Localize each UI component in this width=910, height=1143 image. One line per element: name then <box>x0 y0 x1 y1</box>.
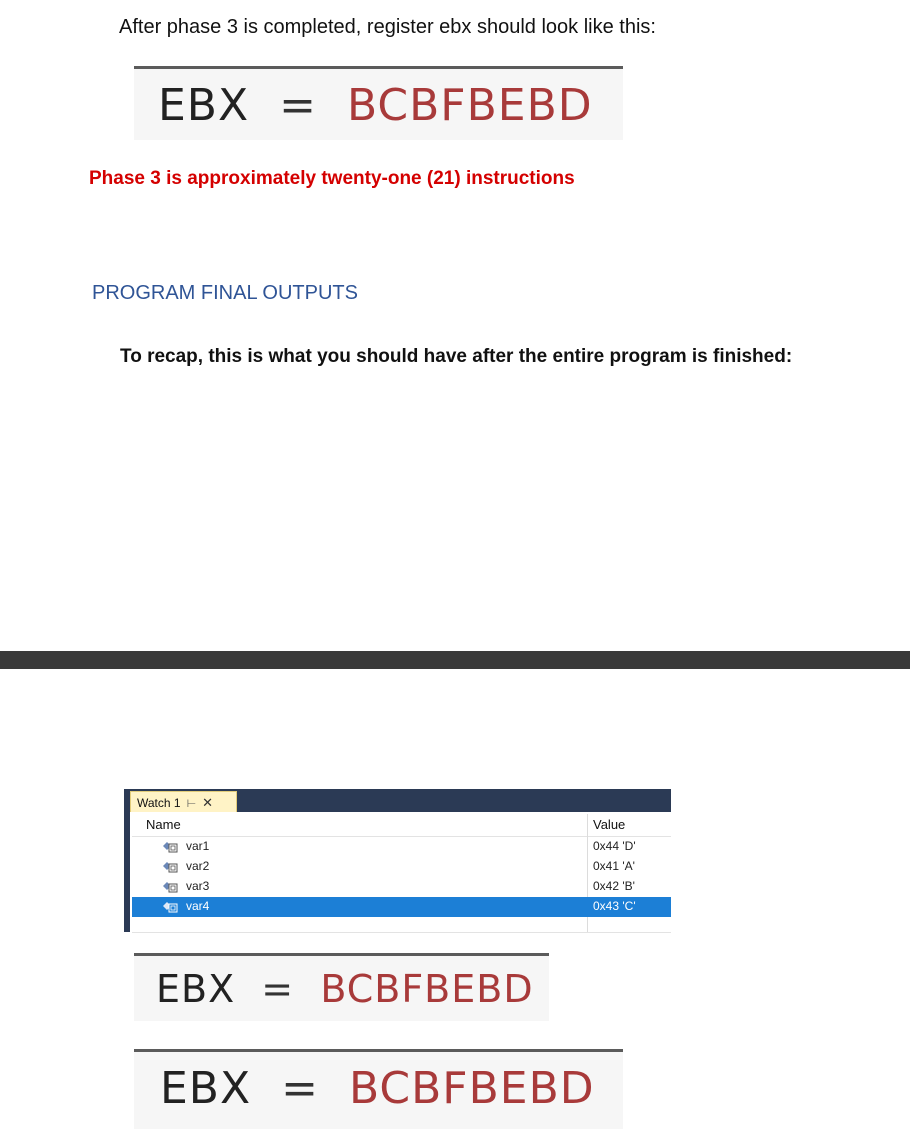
pin-icon[interactable]: ⊢ <box>186 798 197 810</box>
variable-icon <box>162 860 178 873</box>
watch-row[interactable] <box>132 857 671 877</box>
variable-name: var2 <box>186 859 210 873</box>
register-line <box>158 80 593 131</box>
variable-name: var3 <box>186 879 210 893</box>
snippet-top-border <box>134 66 623 69</box>
ebx-register-snippet <box>134 1049 623 1129</box>
variable-icon <box>162 880 178 893</box>
variable-value[interactable]: 0x43 'C' <box>593 899 636 913</box>
snippet-top-border <box>134 1049 623 1052</box>
variable-icon <box>162 900 178 913</box>
watch-title-bar <box>124 789 671 812</box>
watch-row-selected[interactable] <box>132 897 671 917</box>
register-label: EBX <box>160 1063 252 1114</box>
recap-text: To recap, this is what you should have after the entire program is finished: <box>120 346 793 367</box>
close-icon[interactable]: ✕ <box>202 795 214 810</box>
watch-header-row <box>132 814 671 837</box>
watch-window <box>124 789 671 932</box>
tab-title: Watch 1 <box>137 796 181 810</box>
register-value: BCBFBEBD <box>348 1063 595 1114</box>
snippet-top-border <box>134 953 549 956</box>
equals-sign: = <box>279 80 317 131</box>
section-heading: PROGRAM FINAL OUTPUTS <box>92 282 358 304</box>
page-divider <box>0 651 910 669</box>
ebx-register-snippet <box>134 953 549 1021</box>
register-line <box>156 967 534 1011</box>
variable-name: var4 <box>186 899 210 913</box>
variable-value[interactable]: 0x42 'B' <box>593 879 635 893</box>
intro-text: After phase 3 is completed, register ebx should look like this: <box>119 16 656 38</box>
equals-sign: = <box>281 1063 319 1114</box>
variable-name: var1 <box>186 839 210 853</box>
register-label: EBX <box>156 967 236 1011</box>
watch-window-left-border <box>124 812 130 932</box>
watch-row[interactable] <box>132 877 671 897</box>
tab-watch-1[interactable] <box>130 791 237 812</box>
register-value: BCBFBEBD <box>346 80 593 131</box>
register-label: EBX <box>158 80 250 131</box>
register-line <box>160 1063 595 1114</box>
watch-row[interactable] <box>132 837 671 857</box>
grid-bottom-border <box>132 932 671 933</box>
variable-value[interactable]: 0x41 'A' <box>593 859 635 873</box>
phase-instruction-note: Phase 3 is approximately twenty-one (21) instructions <box>89 168 575 189</box>
column-header-value[interactable]: Value <box>593 817 626 832</box>
variable-value[interactable]: 0x44 'D' <box>593 839 636 853</box>
ebx-register-snippet <box>134 66 623 140</box>
equals-sign: = <box>261 967 295 1011</box>
column-header-name[interactable]: Name <box>146 817 181 832</box>
watch-grid <box>132 814 671 932</box>
register-value: BCBFBEBD <box>320 967 534 1011</box>
variable-icon <box>162 840 178 853</box>
